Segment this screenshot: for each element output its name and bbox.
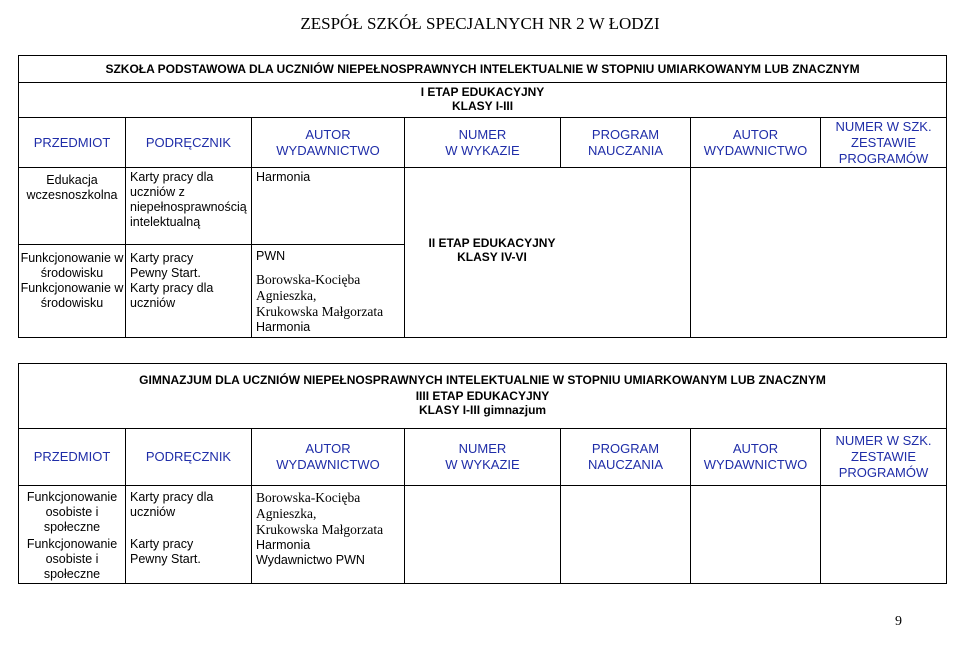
empty-cell [821,486,947,584]
col-publisher: AUTOR WYDAWNICTWO [252,429,405,486]
empty-cell [691,486,821,584]
col-school-number: NUMER W SZK. ZESTAWIE PROGRAMÓW [821,429,947,486]
gymnasium-table [18,363,947,584]
stage2-banner: II ETAP EDUKACYJNY KLASY IV-VI [428,236,556,264]
primary-school-table [18,55,947,338]
table-header-row [19,429,947,486]
page-number: 9 [895,614,902,629]
col-subject: PRZEDMIOT [19,118,126,168]
col-program: PROGRAM NAUCZANIA [561,118,691,168]
textbook-cell: Karty pracy dla uczniów Karty pracy Pewny Start. [126,486,252,584]
publisher-cell: Harmonia [252,168,405,245]
stage-banner: I ETAP EDUKACYJNY KLASY I-III [19,83,947,118]
col-textbook: PODRĘCZNIK [126,118,252,168]
empty-cell [691,168,947,338]
subject-cell: Funkcjonowanie osobiste i społeczne Funkcjonowanie osobiste i społeczne [19,486,126,584]
table-row [19,486,947,584]
empty-cell [561,486,691,584]
table-header-row [19,118,947,168]
col-textbook: PODRĘCZNIK [126,429,252,486]
col-program: PROGRAM NAUCZANIA [561,429,691,486]
publisher-cell: Borowska-Kocięba Agnieszka, Krukowska Małgorzata Harmonia Wydawnictwo PWN [252,486,405,584]
textbook-cell: Karty pracy Pewny Start. Karty pracy dla uczniów [126,245,252,338]
textbook-cell: Karty pracy dla uczniów z niepełnosprawnością intelektualną [126,168,252,245]
school-name-banner: SZKOŁA PODSTAWOWA DLA UCZNIÓW NIEPEŁNOSPRAWNYCH INTELEKTUALNIE W STOPNIU UMIARKOWANYM LUB ZNACZNYM [19,56,947,83]
col-list-number: NUMER W WYKAZIE [405,118,561,168]
school-name-banner: GIMNAZJUM DLA UCZNIÓW NIEPEŁNOSPRAWNYCH INTELEKTUALNIE W STOPNIU UMIARKOWANYM LUB ZNACZNYM IIII ETAP EDUKACYJNY KLASY I-III gimnazjum [19,364,947,429]
col-author: AUTOR WYDAWNICTWO [691,429,821,486]
col-list-number: NUMER W WYKAZIE [405,429,561,486]
col-school-number: NUMER W SZK. ZESTAWIE PROGRAMÓW [821,118,947,168]
table-row [19,168,947,245]
empty-cell [405,486,561,584]
subject-cell: Edukacja wczesnoszkolna [19,168,126,245]
publisher-cell: PWN Borowska-Kocięba Agnieszka, Krukowska Małgorzata Harmonia [252,245,405,338]
col-author: AUTOR WYDAWNICTWO [691,118,821,168]
document-title: ZESPÓŁ SZKÓŁ SPECJALNYCH NR 2 W ŁODZI [300,14,660,33]
subject-cell: Funkcjonowanie w środowisku Funkcjonowanie w środowisku [19,245,126,338]
col-subject: PRZEDMIOT [19,429,126,486]
col-publisher: AUTOR WYDAWNICTWO [252,118,405,168]
